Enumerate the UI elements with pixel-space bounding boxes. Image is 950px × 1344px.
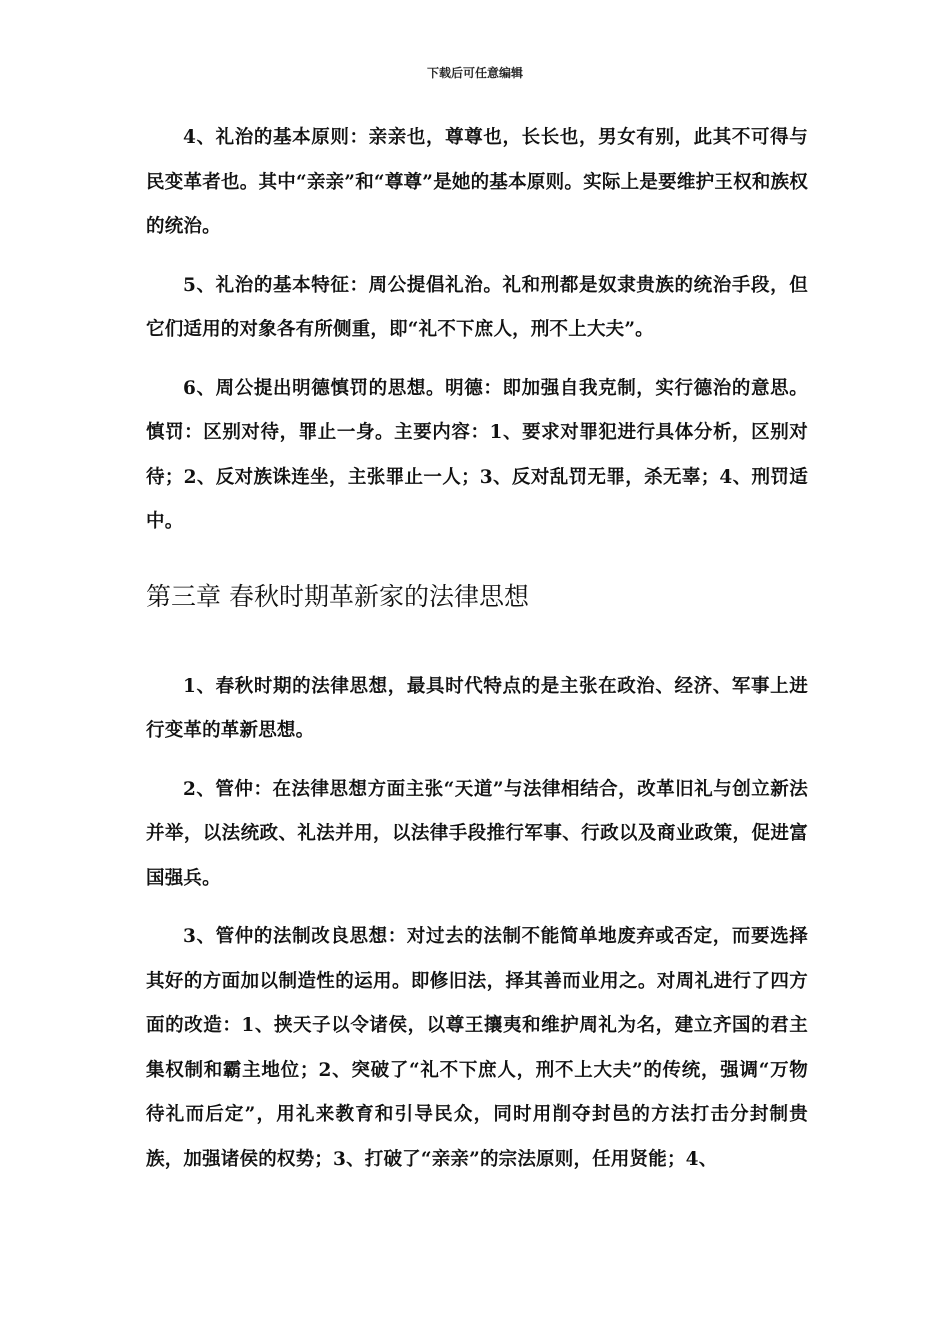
paragraph-ritual-features: 5、礼治的基本特征：周公提倡礼治。礼和刑都是奴隶贵族的统治手段，但它们适用的对象各有所侧重，即“礼不下庶人，刑不上大夫”。: [146, 274, 808, 340]
document-body: [146, 116, 808, 1196]
paragraph-ritual-principles: 4、礼治的基本原则：亲亲也，尊尊也，长长也，男女有别，此其不可得与民变革者也。其中“亲亲”和“尊尊”是她的基本原则。实际上是要维护王权和族权的统治。: [146, 127, 808, 237]
chapter-title: 第三章 春秋时期革新家的法律思想: [146, 581, 529, 611]
paragraph-guan-zhong: 2、管仲：在法律思想方面主张“天道”与法律相结合，改革旧礼与创立新法并举，以法统政、礼法并用，以法律手段推行军事、行政以及商业政策，促进富国强兵。: [146, 778, 808, 889]
paragraph-spring-autumn-thought: 1、春秋时期的法律思想，最具时代特点的是主张在政治、经济、军事上进行变革的革新思想。: [146, 675, 808, 741]
page-header: 下载后可任意编辑: [426, 66, 523, 80]
paragraph-guan-zhong-reform: 3、管仲的法制改良思想：对过去的法制不能简单地废弃或否定，而要选择其好的方面加以制造性的运用。即修旧法，择其善而业用之。对周礼进行了四方面的改造：1、挟天子以令诸侯，以尊王攘夷和维护周礼为名，建立齐国的君主集权制和霸主地位；2、突破了“礼不下庶人，刑不上大夫”的传统，强调“万物待礼而后定”，用礼来教育和引导民众，同时用削夺封邑的方法打击分封制贵族，加强诸侯的权势；3、打破了“亲亲”的宗法原则，任用贤能；4、: [146, 926, 808, 1170]
paragraph-virtue-punishment: 6、周公提出明德慎罚的思想。明德：即加强自我克制，实行德治的意思。慎罚：区别对待，罪止一身。主要内容：1、要求对罪犯进行具体分析，区别对待；2、反对族诛连坐，主张罪止一人；3、反对乱罚无罪，杀无辜；4、刑罚适中。: [146, 377, 808, 532]
